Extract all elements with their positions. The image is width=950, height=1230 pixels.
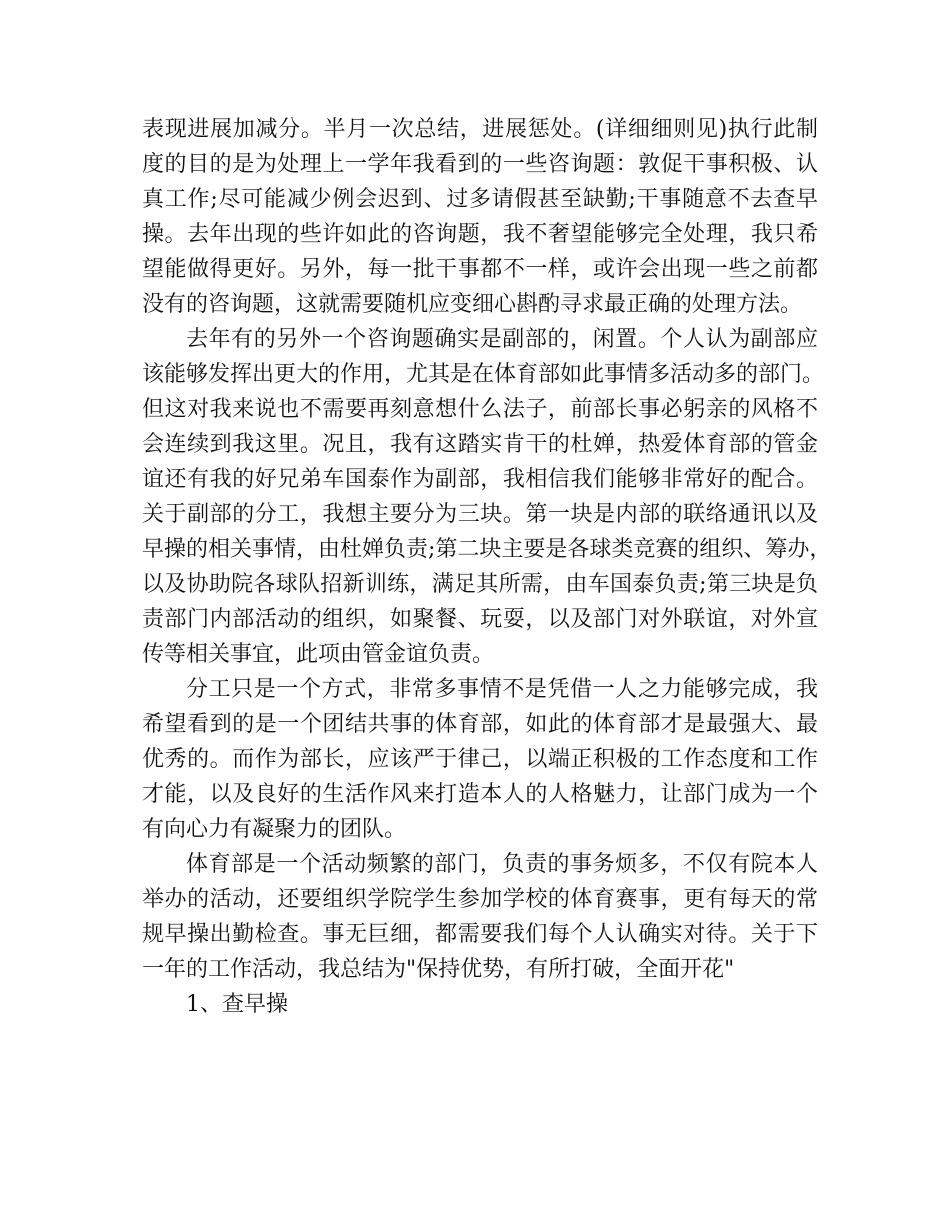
text-line: 以及协助院各球队招新训练，满足其所需，由车国泰负责;第三块是负 [142,572,818,597]
text-line: 会连续到我这里。况且，我有这踏实肯干的杜婵，热爱体育部的管金 [142,432,818,457]
paragraph [142,112,818,322]
text-line: 分工只是一个方式，非常多事情不是凭借一人之力能够完成，我 [186,677,818,702]
paragraph [142,672,818,847]
text-line: 表现进展加减分。半月一次总结，进展惩处。(详细细则见)执行此制 [142,117,818,142]
text-line: 举办的活动，还要组织学院学生参加学校的体育赛事，更有每天的常 [142,887,818,912]
text-line: 谊还有我的好兄弟车国泰作为副部，我相信我们能够非常好的配合。 [142,467,818,492]
text-line: 去年有的另外一个咨询题确实是副部的，闲置。个人认为副部应 [186,327,818,352]
text-line: 责部门内部活动的组织，如聚餐、玩耍，以及部门对外联谊，对外宣 [142,607,818,632]
text-line: 有向心力有凝聚力的团队。 [142,817,407,842]
text-line: 操。去年出现的些许如此的咨询题，我不奢望能够完全处理，我只希 [142,222,818,247]
text-line: 关于副部的分工，我想主要分为三块。第一块是内部的联络通讯以及 [142,502,818,527]
section-heading-text: 1、查早操 [186,992,288,1017]
text-line: 该能够发挥出更大的作用，尤其是在体育部如此事情多活动多的部门。 [142,362,825,387]
text-line: 早操的相关事情，由杜婵负责;第二块主要是各球类竞赛的组织、筹办， [142,537,832,562]
text-line: 但这对我来说也不需要再刻意想什么法子，前部长事必躬亲的风格不 [142,397,818,422]
text-line: 体育部是一个活动频繁的部门，负责的事务烦多，不仅有院本人 [186,852,818,877]
text-line: 传等相关事宜，此项由管金谊负责。 [142,642,495,667]
section-heading [142,987,818,1022]
text-line: 规早操出勤检查。事无巨细，都需要我们每个人认确实对待。关于下 [142,922,818,947]
paragraph [142,847,818,987]
text-line: 希望看到的是一个团结共事的体育部，如此的体育部才是最强大、最 [142,712,818,737]
text-line: 度的目的是为处理上一学年我看到的一些咨询题：敦促干事积极、认 [142,152,818,177]
paragraph [142,322,832,672]
text-line: 一年的工作活动，我总结为"保持优势，有所打破，全面开花" [142,957,735,982]
document-body [142,112,832,1022]
text-line: 望能做得更好。另外，每一批干事都不一样，或许会出现一些之前都 [142,257,818,282]
text-line: 没有的咨询题，这就需要随机应变细心斟酌寻求最正确的处理方法。 [142,292,803,317]
text-line: 才能，以及良好的生活作风来打造本人的人格魅力，让部门成为一个 [142,782,818,807]
text-line: 优秀的。而作为部长，应该严于律己，以端正积极的工作态度和工作 [142,747,818,772]
text-line: 真工作;尽可能减少例会迟到、过多请假甚至缺勤;干事随意不去查早 [142,187,818,212]
